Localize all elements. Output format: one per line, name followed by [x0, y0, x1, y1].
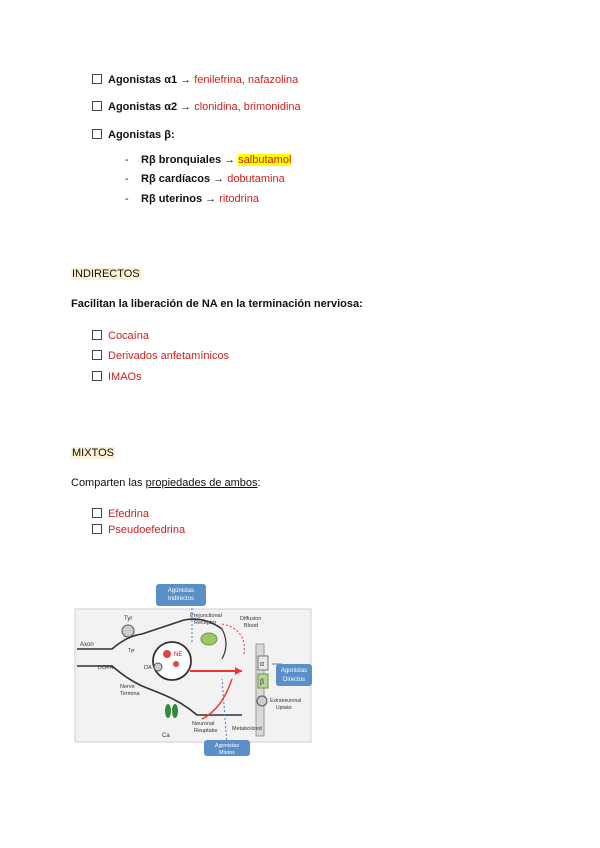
beta-subitem-drug: ritodrina — [219, 193, 259, 205]
beta-subitem-label: Rβ bronquiales → — [141, 154, 236, 166]
callout-mixed-line1: Agonistas — [214, 743, 240, 749]
mixtos-item — [92, 523, 185, 537]
checkbox-icon — [92, 74, 102, 84]
indirectos-item — [92, 329, 149, 343]
bullet: - — [125, 173, 129, 185]
checkbox-icon — [92, 524, 102, 534]
label-blood: Blood — [244, 623, 259, 629]
label-ca: Ca — [162, 733, 170, 739]
indirectos-heading — [71, 267, 141, 281]
section-title: INDIRECTOS — [72, 268, 140, 280]
item-text: Efedrina — [108, 508, 149, 520]
callout-direct-line1: Agonistas — [280, 668, 308, 674]
callout-mixed-line2: Mixtos — [219, 750, 235, 756]
beta-subitem-label: Rβ uterinos → — [141, 193, 217, 205]
label-axon: Axon — [80, 642, 94, 648]
label-prejunctional: Prejunctional — [190, 613, 222, 619]
mixtos-intro — [71, 476, 261, 490]
label-beta: β — [260, 679, 265, 686]
item-text: Derivados anfetamínicos — [108, 350, 230, 362]
checkbox-icon — [92, 330, 102, 340]
mixtos-heading — [71, 446, 115, 460]
label-receptor: Receptor — [194, 620, 217, 626]
label-ne: NE — [174, 652, 183, 658]
beta-subitem — [125, 153, 291, 167]
label-neuronal: Neuronal — [192, 721, 215, 727]
vesicle — [153, 642, 191, 680]
alpha1-label: Agonistas α1 → — [108, 74, 192, 86]
intro-underlined: propiedades de ambos — [145, 477, 258, 489]
checkbox-icon — [92, 129, 102, 139]
beta-subitem-drug: salbutamol — [238, 154, 292, 166]
bullet: - — [125, 154, 129, 166]
label-metabolized: Metabolized — [232, 726, 262, 732]
checkbox-icon — [92, 371, 102, 381]
label-terminal: Termina — [120, 691, 140, 697]
synapse-diagram — [72, 584, 314, 756]
label-nerve: Nerve — [120, 684, 135, 690]
checkbox-icon — [92, 508, 102, 518]
label-tyr-mid: Tyr — [128, 648, 135, 654]
section-title: MIXTOS — [72, 447, 114, 459]
alpha1-item — [92, 73, 298, 87]
beta-item — [92, 128, 175, 142]
beta-subitem — [125, 172, 285, 186]
beta-subitem-drug: dobutamina — [227, 173, 285, 185]
intro-prefix: Comparten las — [71, 477, 146, 489]
label-dopa: DOPA — [98, 665, 114, 671]
alpha1-drugs: fenilefrina, nafazolina — [194, 74, 299, 86]
label-tyr-top: Tyr — [124, 616, 133, 622]
indirectos-item — [92, 370, 142, 384]
alpha2-drugs: clonidina, brimonidina — [194, 101, 301, 113]
item-text: Pseudoefedrina — [108, 524, 186, 536]
label-diffusion: Diffusion — [240, 616, 262, 622]
checkbox-icon — [92, 101, 102, 111]
synapse-diagram-svg — [72, 584, 314, 756]
checkbox-icon — [92, 350, 102, 360]
intro-suffix: : — [257, 477, 261, 489]
beta-subitem — [125, 192, 259, 206]
beta-label: Agonistas β: — [108, 129, 175, 141]
beta-subitem-label: Rβ cardíacos → — [141, 173, 225, 185]
label-reuptake: Reuptake — [194, 728, 218, 734]
item-text: Cocaína — [108, 330, 149, 342]
alpha2-label: Agonistas α2 → — [108, 101, 192, 113]
indirectos-item — [92, 349, 229, 363]
mixtos-item — [92, 507, 149, 521]
callout-direct-line2: Directos — [282, 677, 306, 683]
label-uptake: Uptake — [276, 705, 292, 711]
callout-indirect-line1: Agonistas — [167, 588, 195, 594]
label-da: DA — [144, 665, 152, 671]
label-extraneuronal: Extraneuronal — [270, 698, 302, 704]
alpha2-item — [92, 100, 301, 114]
callout-indirect-line2: Indirectos — [167, 596, 195, 602]
item-text: IMAOs — [108, 371, 142, 383]
bullet: - — [125, 193, 129, 205]
label-alpha: α — [260, 661, 265, 668]
indirectos-subtitle: Facilitan la liberación de NA en la terminación nerviosa: — [71, 298, 363, 310]
